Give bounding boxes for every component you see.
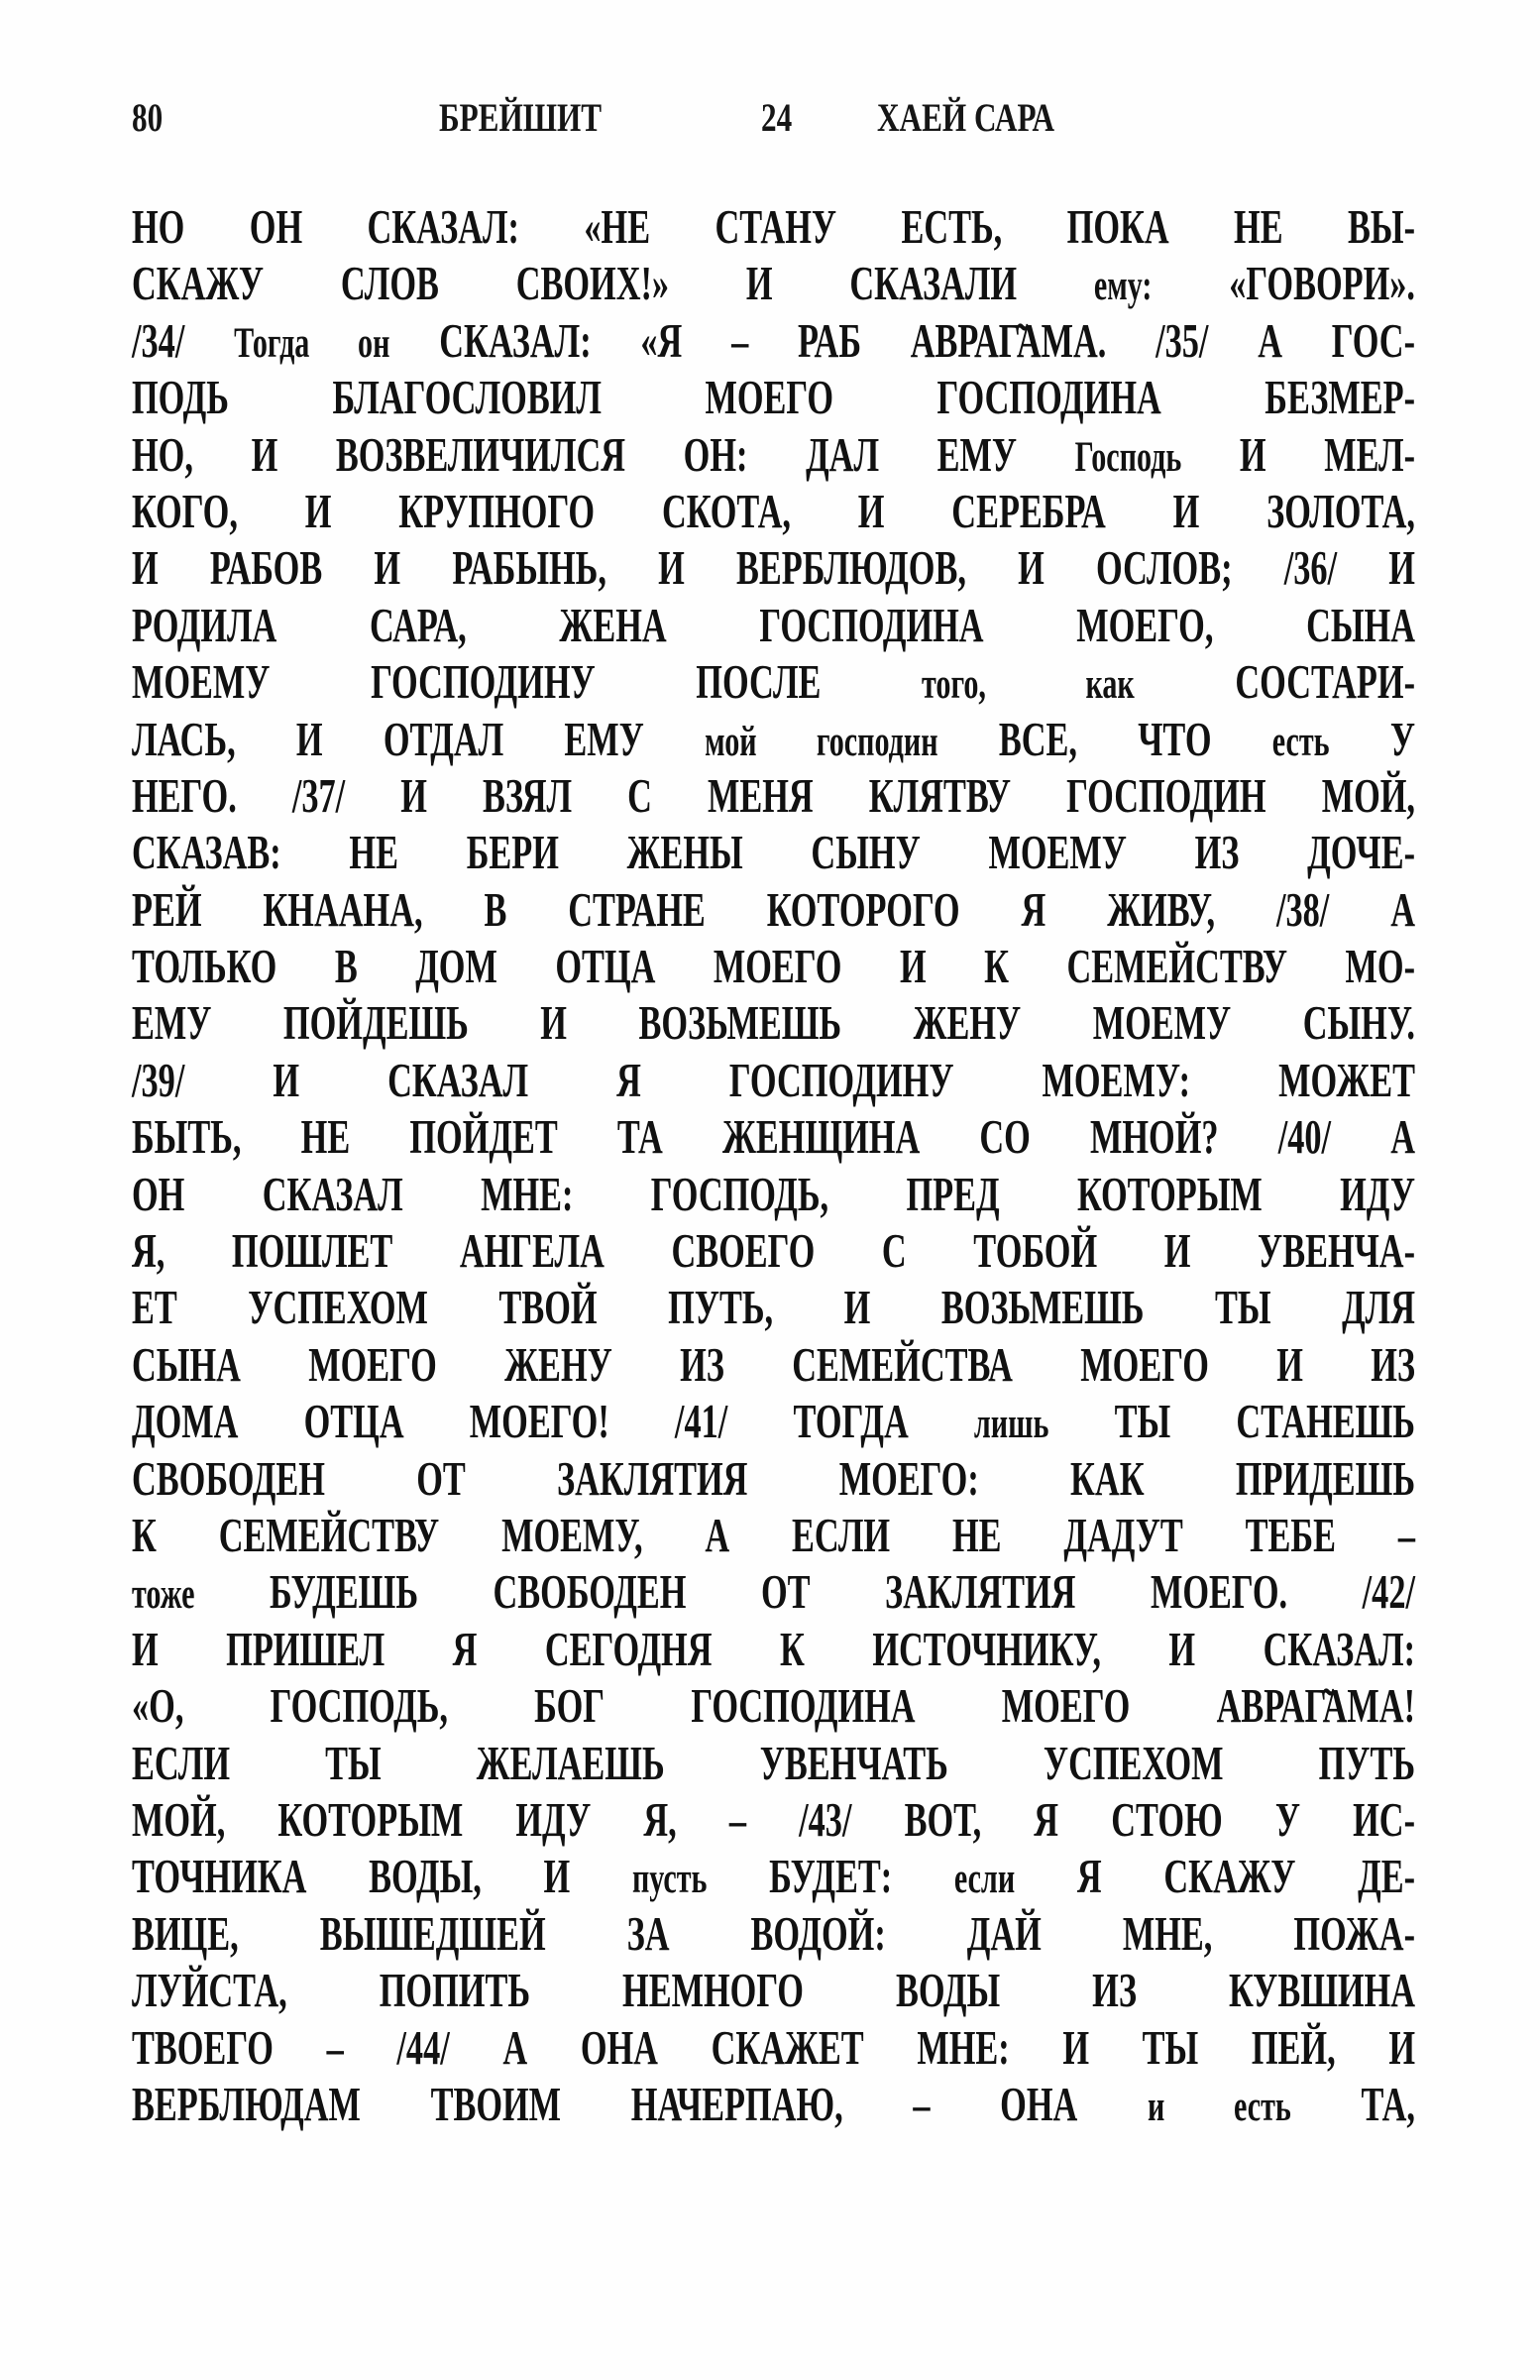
text-segment: МОЙ, КОТОРЫМ ИДУ Я, – /43/ ВОТ, Я СТОЮ У ИС- (132, 1791, 1415, 1847)
text-segment: ВСЕ, ЧТО (937, 711, 1272, 766)
text-line (132, 1905, 1415, 1962)
text-segment: ОН СКАЗАЛ МНЕ: ГОСПОДЬ, ПРЕД КОТОРЫМ ИДУ (132, 1166, 1415, 1221)
text-segment: Я СКАЖУ ДЕ- (1015, 1849, 1415, 1904)
text-segment: ТА, (1290, 2076, 1415, 2131)
text-line (132, 1279, 1415, 1335)
text-segment: СВОБОДЕН ОТ ЗАКЛЯТИЯ МОЕГО: КАК ПРИДЕШЬ (132, 1450, 1415, 1506)
text-line (132, 2019, 1415, 2076)
text-segment: Я, ПОШЛЕТ АНГЕЛА СВОЕГО С ТОБОЙ И УВЕНЧА- (132, 1223, 1415, 1279)
text-segment: ПОДЬ БЛАГОСЛОВИЛ МОЕГО ГОСПОДИНА БЕЗМЕР- (132, 370, 1415, 425)
text-line (132, 824, 1415, 880)
text-line (132, 312, 1415, 369)
text-segment: БЫТЬ, НЕ ПОЙДЕТ ТА ЖЕНЩИНА СО МНОЙ? /40/ А (132, 1109, 1415, 1165)
text-segment: РОДИЛА САРА, ЖЕНА ГОСПОДИНА МОЕГО, СЫНА (132, 597, 1415, 652)
text-segment: СКАЗАВ: НЕ БЕРИ ЖЕНЫ СЫНУ МОЕМУ ИЗ ДОЧЕ- (132, 825, 1415, 880)
text-line (132, 426, 1415, 483)
text-line (132, 938, 1415, 994)
text-segment: ТОЧНИКА ВОДЫ, И (132, 1849, 632, 1904)
text-line (132, 1621, 1415, 1677)
text-segment: /39/ И СКАЗАЛ Я ГОСПОДИНУ МОЕМУ: МОЖЕТ (132, 1052, 1415, 1107)
text-segment: НО, И ВОЗВЕЛИЧИЛСЯ ОН: ДАЛ ЕМУ (132, 426, 1075, 482)
text-segment: ВИЦЕ, ВЫШЕДШЕЙ ЗА ВОДОЙ: ДАЙ МНЕ, ПОЖА- (132, 1905, 1415, 1961)
text-segment: ЕМУ ПОЙДЕШЬ И ВОЗЬМЕШЬ ЖЕНУ МОЕМУ СЫНУ. (132, 995, 1415, 1051)
text-segment: «ГОВОРИ». (1152, 256, 1415, 311)
text-segment-lowercase: того, как (922, 661, 1135, 709)
text-line (132, 1393, 1415, 1449)
text-segment: ТВОЕГО – /44/ А ОНА СКАЖЕТ МНЕ: И ТЫ ПЕЙ, И (132, 2019, 1415, 2075)
body-text (132, 198, 1415, 2132)
text-line (132, 1166, 1415, 1222)
text-segment: ТОЛЬКО В ДОМ ОТЦА МОЕГО И К СЕМЕЙСТВУ МО- (132, 939, 1415, 994)
text-line (132, 483, 1415, 539)
text-segment-lowercase: мой господин (705, 718, 938, 765)
text-segment-lowercase: если (953, 1856, 1016, 1903)
text-segment-lowercase: ему: (1093, 263, 1153, 310)
text-line (132, 1735, 1415, 1791)
text-segment: БУДЕШЬ СВОБОДЕН ОТ ЗАКЛЯТИЯ МОЕГО. /42/ (194, 1564, 1416, 1620)
text-segment: КОГО, И КРУПНОГО СКОТА, И СЕРЕБРА И ЗОЛОТА, (132, 483, 1415, 538)
text-segment: И ПРИШЕЛ Я СЕГОДНЯ К ИСТОЧНИКУ, И СКАЗАЛ: (132, 1621, 1415, 1676)
text-line (132, 539, 1415, 596)
text-segment-lowercase: тоже (132, 1571, 195, 1619)
text-segment: ВЕРБЛЮДАМ ТВОИМ НАЧЕРПАЮ, – ОНА (132, 2076, 1149, 2131)
text-line (132, 1848, 1415, 1904)
text-segment: НО ОН СКАЗАЛ: «НЕ СТАНУ ЕСТЬ, ПОКА НЕ ВЫ- (132, 199, 1415, 254)
text-segment: К СЕМЕЙСТВУ МОЕМУ, А ЕСЛИ НЕ ДАДУТ ТЕБЕ – (132, 1507, 1415, 1562)
text-line (132, 653, 1415, 710)
text-line (132, 1677, 1415, 1734)
text-segment: ДОМА ОТЦА МОЕГО! /41/ ТОГДА (132, 1394, 974, 1449)
text-segment: СКАЗАЛ: «Я – РАБ АВРАГ̃АМА. /35/ А ГОС- (389, 312, 1415, 368)
text-segment: ЛУЙСТА, ПОПИТЬ НЕМНОГО ВОДЫ ИЗ КУВШИНА (132, 1963, 1415, 2018)
page-number: 80 (132, 95, 164, 140)
text-line (132, 369, 1415, 425)
text-line (132, 994, 1415, 1051)
text-line (132, 1222, 1415, 1279)
text-segment: /34/ (132, 312, 235, 368)
text-segment: И РАБОВ И РАБЫНЬ, И ВЕРБЛЮДОВ, И ОСЛОВ; /36/ И (132, 540, 1415, 596)
text-line (132, 767, 1415, 824)
text-line (132, 1336, 1415, 1393)
text-line (132, 1791, 1415, 1848)
text-segment-lowercase: и есть (1148, 2083, 1291, 2130)
text-segment: ТЫ СТАНЕШЬ (1048, 1394, 1415, 1449)
book-title: БРЕЙШИТ (439, 95, 603, 140)
text-segment: МОЕМУ ГОСПОДИНУ ПОСЛЕ (132, 654, 923, 710)
text-segment: У (1329, 711, 1415, 766)
text-segment: БУДЕТ: (707, 1849, 954, 1904)
parsha-title: ХАЕЙ САРА (877, 95, 1055, 140)
text-segment: НЕГО. /37/ И ВЗЯЛ С МЕНЯ КЛЯТВУ ГОСПОДИН МОЙ, (132, 767, 1415, 823)
text-segment: СКАЖУ СЛОВ СВОИХ!» И СКАЗАЛИ (132, 256, 1094, 311)
text-segment: ЕТ УСПЕХОМ ТВОЙ ПУТЬ, И ВОЗЬМЕШЬ ТЫ ДЛЯ (132, 1280, 1415, 1335)
text-line (132, 1450, 1415, 1507)
text-segment: ЕСЛИ ТЫ ЖЕЛАЕШЬ УВЕНЧАТЬ УСПЕХОМ ПУТЬ (132, 1735, 1415, 1790)
running-header (132, 94, 1410, 154)
text-line (132, 597, 1415, 653)
chapter-number: 24 (761, 95, 793, 140)
text-line (132, 255, 1415, 311)
text-line (132, 1507, 1415, 1563)
text-segment: СОСТАРИ- (1134, 654, 1415, 710)
text-line (132, 1563, 1415, 1620)
text-line (132, 1962, 1415, 2018)
text-segment: РЕЙ КНААНА, В СТРАНЕ КОТОРОГО Я ЖИВУ, /38/ А (132, 881, 1415, 937)
text-segment: ЛАСЬ, И ОТДАЛ ЕМУ (132, 711, 706, 766)
text-segment-lowercase: Господь (1074, 433, 1182, 481)
text-segment: И МЕЛ- (1181, 426, 1415, 482)
text-segment-lowercase: есть (1271, 718, 1330, 765)
text-segment: «О, ГОСПОДЬ, БОГ ГОСПОДИНА МОЕГО АВРАГ̃АМА! (132, 1678, 1415, 1734)
text-segment-lowercase: Тогда он (234, 319, 390, 367)
text-segment-lowercase: лишь (973, 1401, 1049, 1448)
text-line (132, 2076, 1415, 2132)
text-line (132, 1052, 1415, 1108)
text-segment-lowercase: пусть (631, 1856, 708, 1903)
text-line (132, 198, 1415, 255)
text-segment: СЫНА МОЕГО ЖЕНУ ИЗ СЕМЕЙСТВА МОЕГО И ИЗ (132, 1336, 1415, 1392)
text-line (132, 881, 1415, 938)
text-line (132, 1108, 1415, 1165)
text-line (132, 711, 1415, 767)
